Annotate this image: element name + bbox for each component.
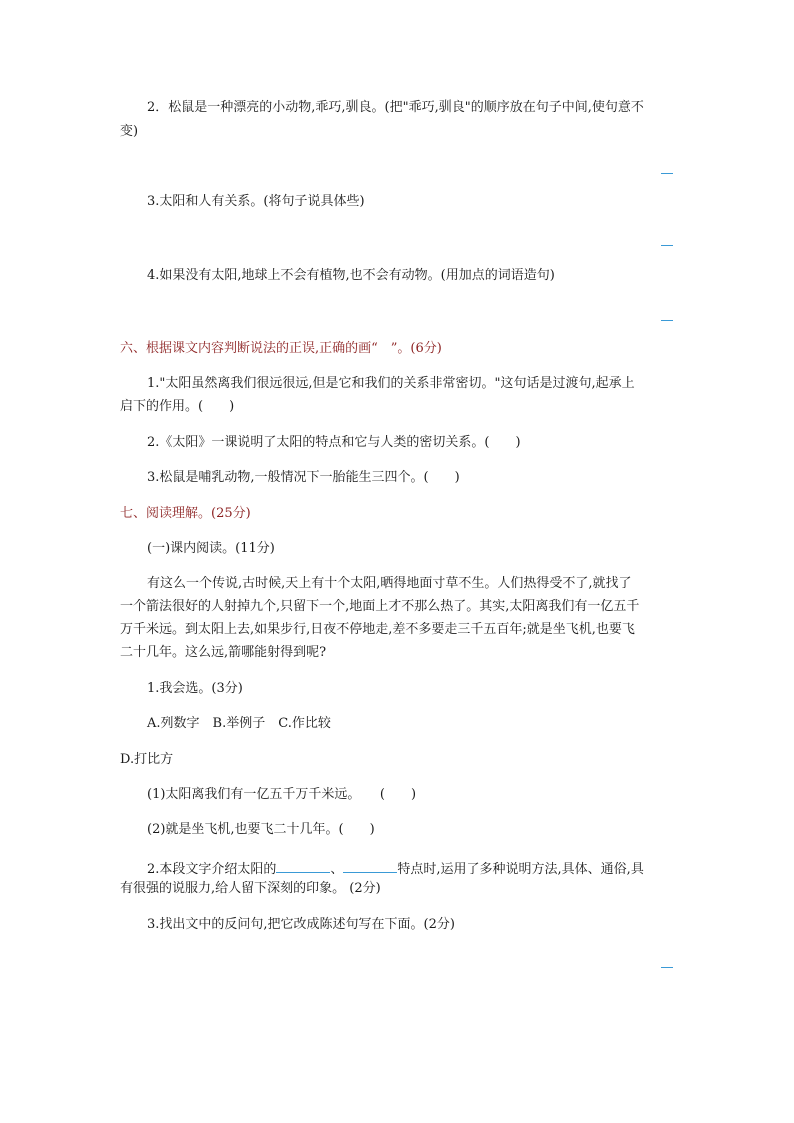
passage-line: 万千米远。到太阳上去,如果步行,日夜不停地走,差不多要走三千五百年;就是坐飞机,也要飞	[120, 622, 635, 637]
q5-item4: 4.如果没有太阳,地球上不会有植物,也不会有动物。(用加点的词语造句)	[147, 268, 555, 283]
answer-line[interactable]	[661, 967, 673, 968]
q7-q1-a: (1)太阳离我们有一亿五千万千米远。 ( )	[147, 787, 417, 802]
q7-subheading: (一)课内阅读。(11分)	[147, 541, 275, 556]
section-7-heading: 七、阅读理解。(25分)	[120, 506, 251, 521]
q7-q1-option-d: D.打比方	[120, 752, 174, 767]
passage-line: 有这么一个传说,古时候,天上有十个太阳,晒得地面寸草不生。人们热得受不了,就找了	[147, 576, 632, 591]
q7-q3: 3.找出文中的反问句,把它改成陈述句写在下面。(2分)	[147, 917, 455, 932]
section-6-heading: 六、根据课文内容判断说法的正误,正确的画“ ”。(6分)	[120, 341, 442, 356]
answer-line[interactable]	[661, 173, 673, 174]
q5-item2-line1: 2．松鼠是一种漂亮的小动物,乖巧,驯良。(把"乖巧,驯良"的顺序放在句子中间,使句意不	[147, 100, 644, 115]
q6-item1-line2: 启下的作用。( )	[120, 399, 235, 414]
fill-blank-2[interactable]	[343, 858, 397, 873]
q5-item2-line2: 变)	[120, 124, 139, 139]
q7-q1-b: (2)就是坐飞机,也要飞二十几年。( )	[147, 822, 375, 837]
q6-item2: 2.《太阳》一课说明了太阳的特点和它与人类的密切关系。( )	[147, 435, 521, 450]
passage-line: 一个箭法很好的人射掉九个,只留下一个,地面上才不那么热了。其实,太阳离我们有一亿五千	[120, 599, 640, 614]
passage-line: 二十几年。这么远,箭哪能射得到呢?	[120, 645, 327, 660]
q7-q1: 1.我会选。(3分)	[147, 681, 243, 696]
q6-item3: 3.松鼠是哺乳动物,一般情况下一胎能生三四个。( )	[147, 470, 460, 485]
answer-line[interactable]	[661, 245, 673, 246]
fill-blank-1[interactable]	[276, 858, 330, 873]
q7-q2-sep: 、	[330, 862, 344, 877]
q7-q2-prefix: 2.本段文字介绍太阳的	[147, 862, 277, 877]
q7-q2-line2: 有很强的说服力,给人留下深刻的印象。 (2分)	[120, 881, 381, 896]
q7-q2-line1	[147, 858, 644, 878]
q5-item3: 3.太阳和人有关系。(将句子说具体些)	[147, 194, 365, 209]
q7-q1-options: A.列数字 B.举例子 C.作比较	[147, 716, 331, 731]
answer-line[interactable]	[661, 320, 673, 321]
q6-item1-line1: 1."太阳虽然离我们很远很远,但是它和我们的关系非常密切。"这句话是过渡句,起承上	[147, 376, 635, 391]
q7-q2-suffix: 特点时,运用了多种说明方法,具体、通俗,具	[397, 862, 644, 877]
